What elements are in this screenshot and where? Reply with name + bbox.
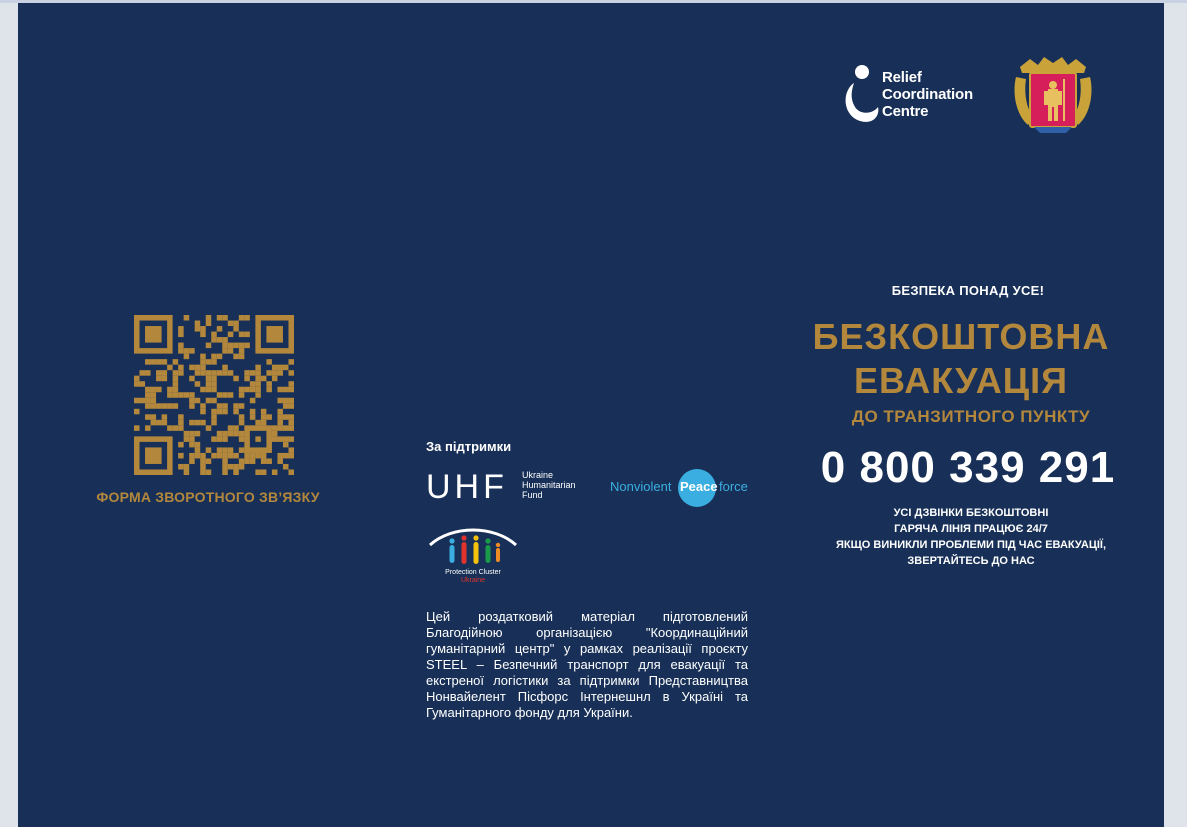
- support-label: За підтримки: [426, 439, 512, 454]
- rcc-wordmark: [882, 69, 973, 120]
- uhf-line: Humanitarian: [522, 480, 576, 490]
- protection-cluster-people-icon: [426, 523, 520, 569]
- npf-word-force: force: [719, 479, 748, 494]
- uhf-line: Fund: [522, 490, 543, 500]
- uhf-letters: UHF: [426, 468, 508, 506]
- uhf-fullname: [522, 470, 576, 500]
- slogan: БЕЗПЕКА ПОНАД УСЕ!: [891, 283, 1045, 298]
- disclaimer-text: Цей роздатковий матеріал підготовлений Благодійною організацією "Координаційний гуманітарний центр" у рамках реалізації проєкту STEEL – Безпечний транспорт для евакуації та екстреної логістики за підтримки Представництва Нонвайелент Пісфорс Інтернешнл в Україні та Гуманітарного фонду для України.: [426, 609, 748, 720]
- headline: [788, 315, 1134, 403]
- rcc-line: Centre: [882, 103, 929, 120]
- info-line: УСІ ДЗВІНКИ БЕЗКОШТОВНІ: [893, 507, 1049, 519]
- hotline-phone-number: 0 800 339 291: [820, 443, 1116, 492]
- headline-line: ЕВАКУАЦІЯ: [854, 360, 1068, 401]
- rcc-line: Coordination: [882, 86, 973, 103]
- npf-word-peace: Peace: [680, 479, 718, 494]
- protection-cluster-logo: [426, 523, 520, 593]
- rcc-logo: [840, 59, 1030, 129]
- zaporizhzhia-coat-of-arms-icon: [1014, 53, 1092, 135]
- info-line: ЯКЩО ВИНИКЛИ ПРОБЛЕМИ ПІД ЧАС ЕВАКУАЦІЇ,: [835, 539, 1107, 551]
- qr-caption: ФОРМА ЗВОРОТНОГО ЗВ’ЯЗКУ: [96, 489, 320, 505]
- headline-line: БЕЗКОШТОВНА: [812, 316, 1110, 357]
- pc-line: Ukraine: [460, 577, 486, 584]
- uhf-line: Ukraine: [522, 470, 554, 480]
- sub-headline: ДО ТРАНЗИТНОГО ПУНКТУ: [851, 407, 1091, 426]
- rcc-mark-icon: [840, 63, 880, 127]
- info-line: ЗВЕРТАЙТЕСЬ ДО НАС: [907, 555, 1035, 567]
- qr-code-icon[interactable]: [134, 315, 294, 475]
- leaflet-page: [18, 3, 1164, 827]
- uhf-logo: [426, 467, 606, 507]
- npf-word-nonviolent: Nonviolent: [610, 479, 672, 494]
- pc-line: Protection Cluster: [445, 569, 501, 576]
- info-line: ГАРЯЧА ЛІНІЯ ПРАЦЮЄ 24/7: [894, 523, 1048, 535]
- rcc-line: Relief: [882, 69, 922, 86]
- hotline-info: [798, 505, 1144, 569]
- nonviolent-peaceforce-logo: [610, 469, 770, 507]
